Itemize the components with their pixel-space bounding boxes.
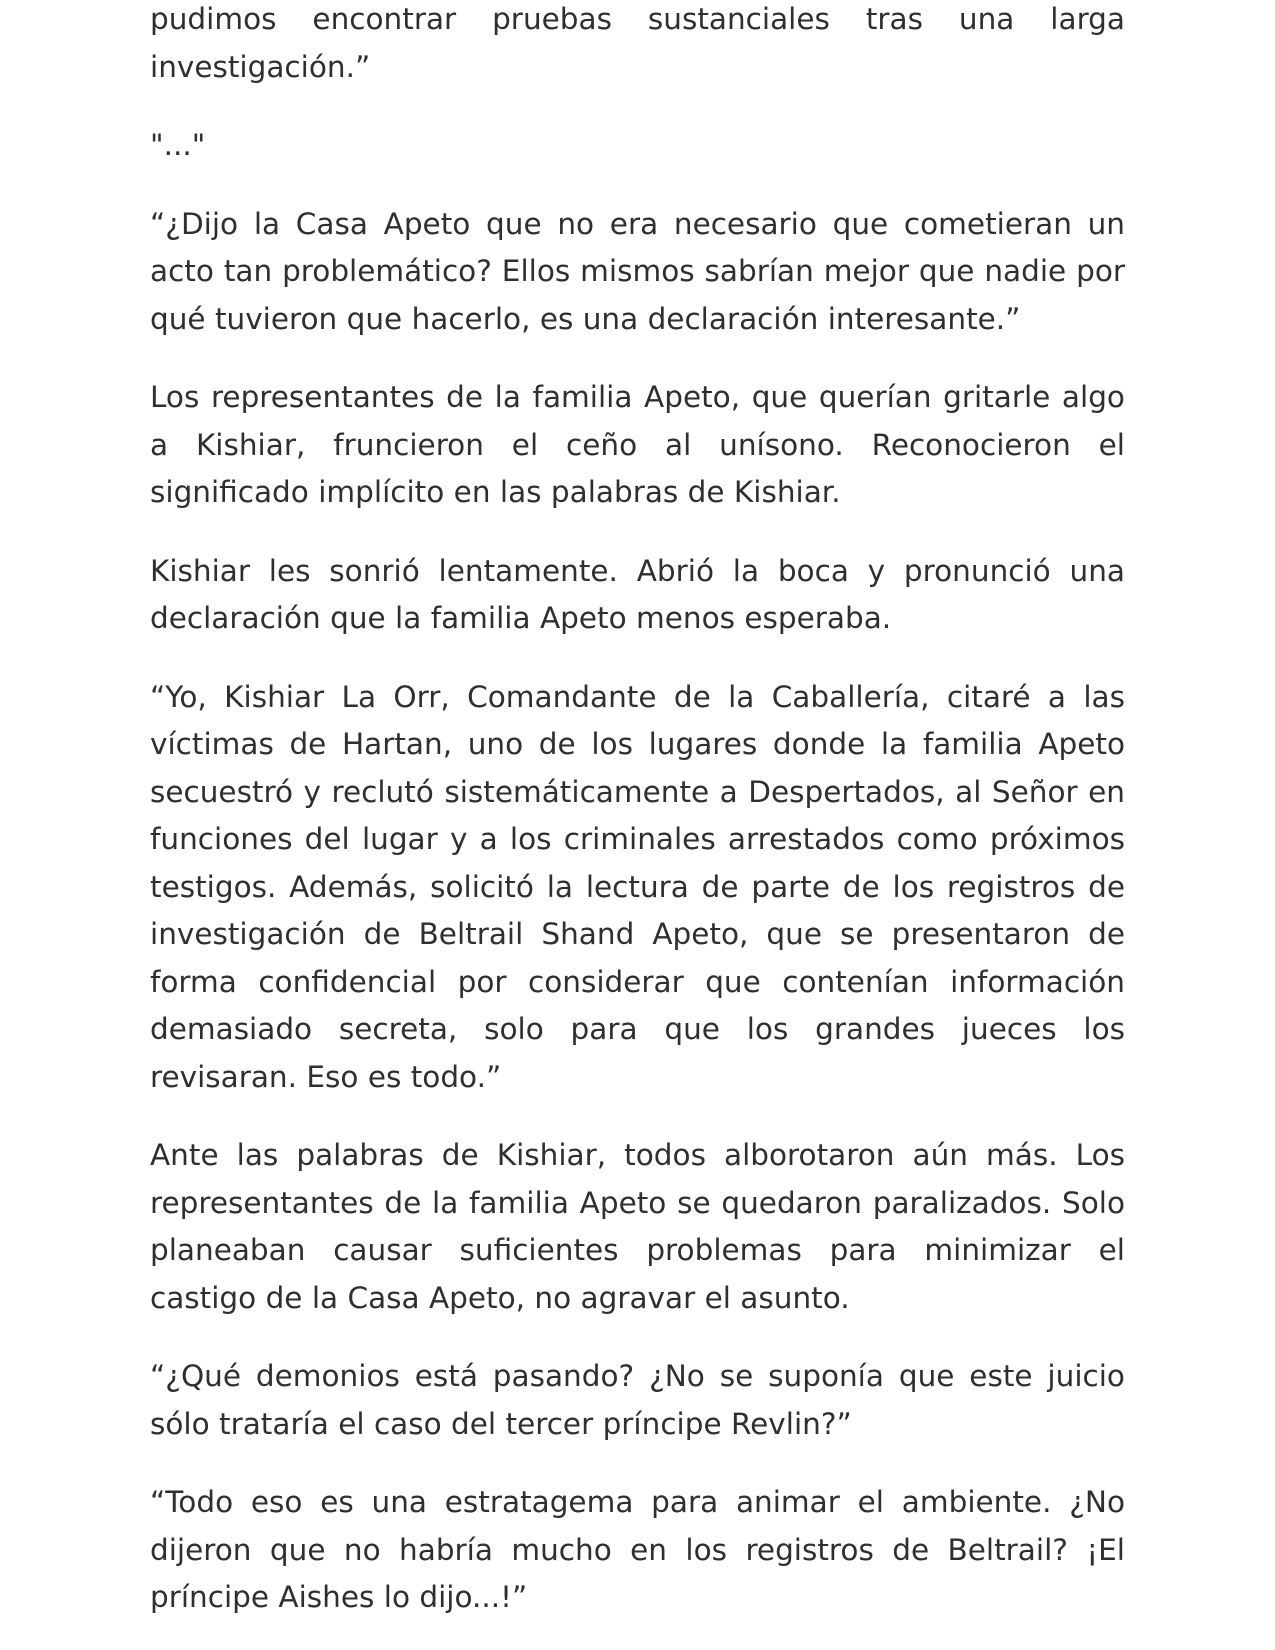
- document-page: [150, 0, 1125, 1650]
- paragraph-9: “Todo eso es una estratagema para animar el ambiente. ¿No dijeron que no habría mucho en los registros de Beltrail? ¡El príncipe Aishes lo dijo...!”: [150, 1485, 1125, 1614]
- paragraph-7: Ante las palabras de Kishiar, todos alborotaron aún más. Los representantes de la familia Apeto se quedaron paralizados. Solo planeaban causar suficientes problemas para minimizar el castigo de la Casa Apeto, no agravar el asunto.: [150, 1138, 1125, 1315]
- paragraph-5: Kishiar les sonrió lentamente. Abrió la boca y pronunció una declaración que la familia Apeto menos esperaba.: [150, 553, 1125, 635]
- paragraph-8: “¿Qué demonios está pasando? ¿No se suponía que este juicio sólo trataría el caso del tercer príncipe Revlin?”: [150, 1359, 1125, 1441]
- paragraph-3: “¿Dijo la Casa Apeto que no era necesario que cometieran un acto tan problemático? Ellos mismos sabrían mejor que nadie por qué tuvieron que hacerlo, es una declaración interesante.”: [150, 206, 1125, 336]
- paragraph-6: “Yo, Kishiar La Orr, Comandante de la Caballería, citaré a las víctimas de Hartan, uno de los lugares donde la familia Apeto secuestró y reclutó sistemáticamente a Despertados, al Señor en funciones del lugar y a los criminales arrestados como próximos testigos. Además, solicitó la lectura de parte de los registros de investigación de Beltrail Shand Apeto, que se presentaron de forma confidencial por considerar que contenían información demasiado secreta, solo para que los grandes jueces los revisaran. Eso es todo.”: [150, 679, 1125, 1094]
- paragraph-4: Los representantes de la familia Apeto, que querían gritarle algo a Kishiar, fruncieron el ceño al unísono. Reconocieron el significado implícito en las palabras de Kishiar.: [150, 380, 1125, 509]
- paragraph-2: "...": [150, 128, 206, 162]
- paragraph-1: pudimos encontrar pruebas sustanciales tras una larga investigación.”: [150, 2, 1125, 84]
